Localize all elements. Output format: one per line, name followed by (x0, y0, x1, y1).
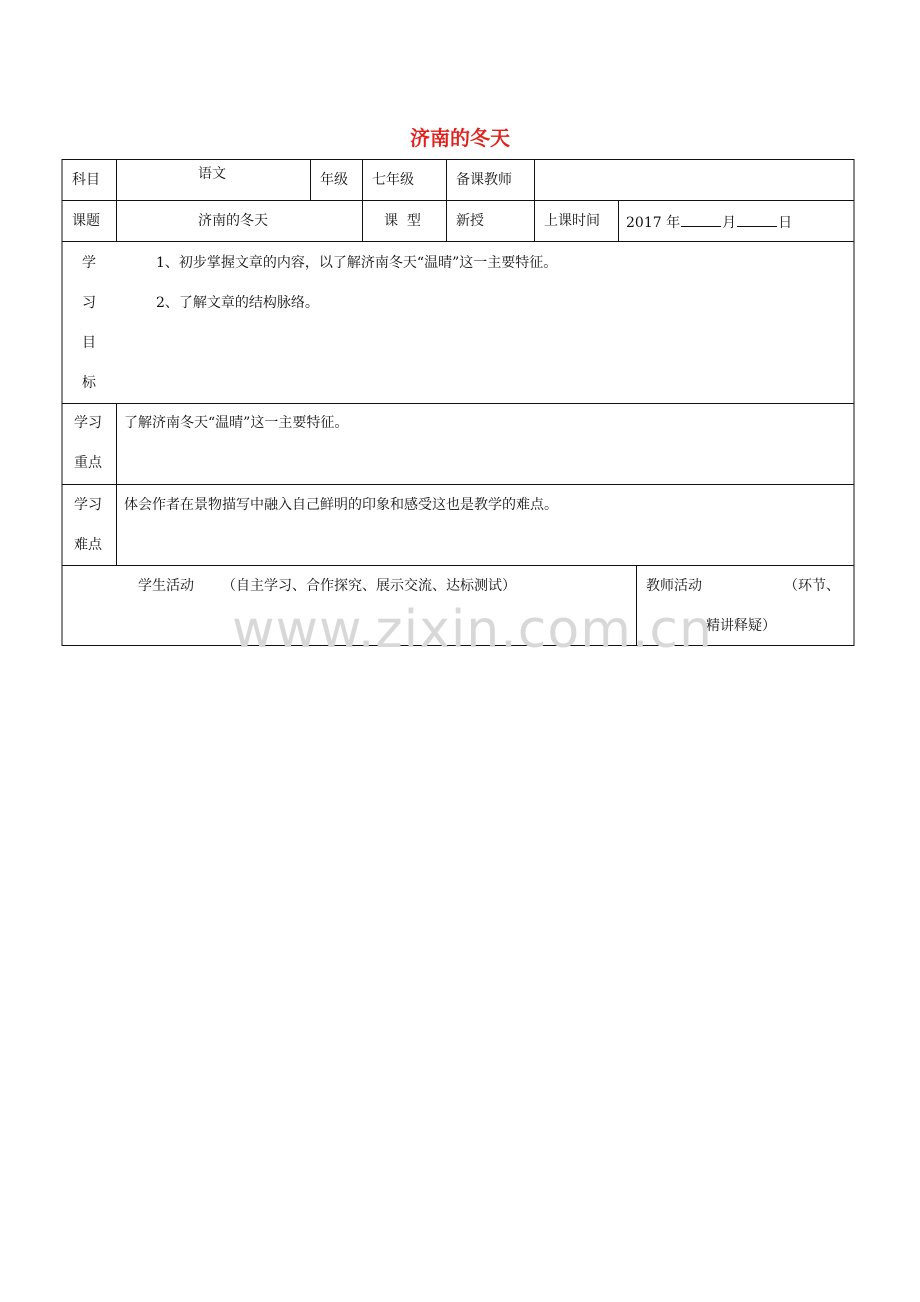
difficulties-text: 体会作者在景物描写中融入自己鲜明的印象和感受这也是教学的难点。 (124, 497, 558, 513)
time-label: 上课时间 (544, 213, 600, 229)
watermark: www.zixin.com.cn (232, 600, 713, 660)
topic-value: 济南的冬天 (198, 213, 268, 229)
date-month: 月 (722, 215, 737, 231)
difficulties-label: 学习 (74, 497, 102, 513)
goal-item: 2、了解文章的结构脉络。 (156, 295, 319, 311)
date-field (626, 214, 792, 230)
teacher-activity-detail: （环节、 (784, 578, 840, 594)
day-blank (737, 214, 777, 227)
goals-label-char: 习 (82, 295, 96, 311)
topic-label: 课题 (72, 213, 100, 229)
goals-label-char: 学 (82, 255, 96, 271)
date-day: 日 (778, 215, 793, 231)
grade-value: 七年级 (372, 172, 414, 188)
student-activity-detail: （自主学习、合作探究、展示交流、达标测试） (222, 578, 516, 594)
goals-label-char: 标 (82, 375, 96, 391)
goals-label-char: 目 (82, 335, 96, 351)
key-points-text: 了解济南冬天“温晴”这一主要特征。 (124, 415, 349, 431)
subject-value: 语文 (198, 166, 226, 182)
teacher-activity-detail: 精讲释疑） (706, 618, 776, 634)
goal-item: 1、初步掌握文章的内容，以了解济南冬天“温晴”这一主要特征。 (156, 255, 558, 271)
subject-label: 科目 (72, 172, 100, 188)
difficulties-label: 难点 (74, 537, 102, 553)
type-label: 课 型 (384, 213, 421, 229)
grade-label: 年级 (320, 172, 348, 188)
student-activity-label: 学生活动 (138, 578, 194, 594)
teacher-activity-label: 教师活动 (646, 578, 702, 594)
type-value: 新授 (456, 213, 484, 229)
month-blank (681, 214, 721, 227)
key-points-label: 重点 (74, 455, 102, 471)
page-title: 济南的冬天 (410, 126, 510, 150)
key-points-label: 学习 (74, 415, 102, 431)
teacher-label: 备课教师 (456, 172, 512, 188)
date-year: 2017 年 (626, 215, 681, 231)
